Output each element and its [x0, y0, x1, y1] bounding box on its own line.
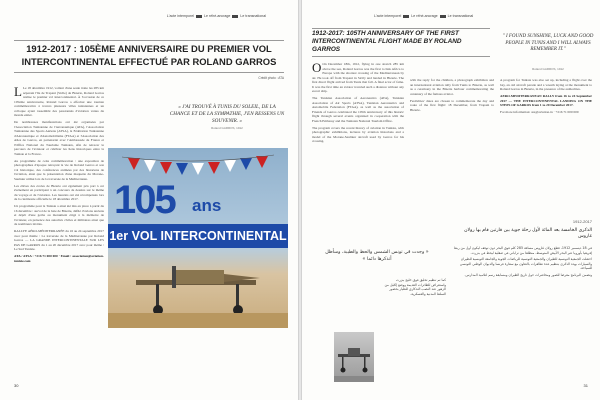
- runhead-item: Le transnational: [447, 14, 474, 18]
- paragraph: L Le 18 décembre 1912, voilant d'une seule traite les 285 km séparant l'île de Trapani (Sicile) de Bizerte, Roland Garros réalise le premier vol intercontinental. À l'occasion de ce 105ème anniversaire, Roland Garros a effectué une tournée commémorative à travers plusieurs villes tunisiennes et un colloque ayant rassemblé des passionnés d'aviation venus du monde entier.: [14, 86, 104, 117]
- arabic-title: الذكرى الخامسة بعد المائة لأول رحلة جوية بين قارتين قام بها رولان غاروس: [464, 228, 592, 239]
- arabic-pull-quote: « وجدت في تونس الشمس والحظ والطيبة، وسأظل أتذكرها دائما »: [325, 250, 429, 262]
- paragraph: Un programme pour la Tunisie a ainsi été mis en place à partir du 16 décembre : survol de la baie de Bizerte, défilé d'avions anciens et dépôt d'une gerbe au monument érigé à la mémoire de l'aviateur, en présence des autorités civiles et militaires ainsi que de nombreux invités.: [14, 204, 104, 226]
- paragraph: Festivities' dates are chosen to commemorate the day and route of the first flight: 18 December, from Trapani to Bizerte.: [410, 98, 494, 112]
- pull-quote: « J'AI TROUVÉ À TUNIS DU SOLEIL, DE LA CHANCE ET DE LA SYMPATHIE, J'EN RESSENS UN SOUVENIR. »: [169, 104, 285, 124]
- right-page: [302, 0, 600, 400]
- vintage-plane-photo: [334, 332, 374, 382]
- poster-unit: ans: [192, 196, 222, 215]
- anniversary-poster: [108, 148, 288, 328]
- paragraph: O On December 18th, 1912, flying in one stretch 285 km above the sea, Roland Garros was the first to link Africa to Europe with the shortest crossing of the Mediterranean by air. He took off from Trapani in Sicily and landed in Bizerte. The first direct flight arrived from Tunis that fall. A final actor of fame. It was the first time an aviator traveled such a distance without any escort ship.: [312, 62, 404, 93]
- page-number: 31: [583, 383, 588, 388]
- runhead-item: L'acte intemporel: [374, 14, 402, 18]
- paragraph: احتفلت الجمعية التونسية للطيران والجمعية التونسية للرياضات الجوية والجامعة التونسية للطيران والسيارات بهذه الذكرى بتنظيم عدة تظاهرات بالتعاون مع سفارة فرنسا والديوان الوطني التونسي للسياحة.: [459, 257, 592, 271]
- english-pull-quote: " I FOUND SUNSHINE, LUCK AND GOOD PEOPLE IN TUNIS AND I WILL ALWAYS REMEMBER IT.": [502, 34, 594, 53]
- running-header: [374, 14, 473, 18]
- paragraph: كما تم تنظيم تحليق فوق خليج بنزرت واستعراض للطائرات القديمة ووضع إكليل من الزهور عند النصب التذكاري للطيار بحضور السلط المدنية والعسكرية.: [384, 278, 446, 296]
- photo-credit: Crédit photo : ATA: [258, 76, 284, 80]
- runhead-item: Le transnational: [240, 14, 266, 18]
- left-page: [0, 0, 298, 400]
- title-bottom-rule: [14, 72, 284, 73]
- english-column-2: [410, 78, 494, 212]
- poster-band: [108, 224, 288, 248]
- running-header: [167, 14, 266, 18]
- paragraph: The program covers the recent history of aviation in Tunisia, with photographic exhibitions, lectures by aviation historians and a model of the Morane-Saulnier aircraft used by Garros for his crossing.: [312, 125, 404, 143]
- article-column: [14, 86, 104, 382]
- poster-number: 105: [114, 178, 175, 222]
- article-title: 1912-2017 : 105ÈME ANNIVERSAIRE DU PREMIER VOL INTERCONTINENTAL EFFECTUÉ PAR ROLAND GARROS: [21, 43, 277, 67]
- runhead-item: Le réhé-ancrage: [411, 14, 438, 18]
- title-top-rule: [14, 40, 284, 41]
- page-number: 30: [14, 383, 19, 388]
- paragraph: وتضمن البرنامج معرضا للصور ومحاضرات حول تاريخ الطيران ومسابقة رسم لتلاميذ المدارس.: [464, 272, 592, 277]
- arabic-section-year: 1912-2017: [572, 219, 592, 224]
- paragraph: A program for Tunisia was also set up, including a flight over the bay, an old aircraft parade and a wreath laying at the monument to Roland Garros in Bizerte, in the presence of the authorities.: [500, 78, 592, 91]
- english-pull-quote-attribution: Roland GARROS, 1912: [532, 67, 564, 71]
- english-column-3: [500, 78, 592, 212]
- title-top-rule: [312, 28, 490, 29]
- paragraph: AERO-MEDITERRANEAN RALLY from 16 to 24 September 2017 — THE INTERCONTINENTAL LANDING ON THE STEPS OF GARROS from 1 to 20 December 2017.: [500, 94, 592, 107]
- contact-line: ATA / ATSA : +216 71 000 000 · Email : association@aviation-tunisie.com: [14, 254, 104, 263]
- pull-quote-attribution: Roland GARROS, 1912: [211, 126, 243, 130]
- paragraph: For more information: ata@aviation.tn · +216 71 000 000: [500, 110, 579, 114]
- paragraph: The Tunisian Association of Aeronautics (ATA), Tunisian Association of Air Sports (ATSA), Tunisian Aeronautics and Automobile Federation (FTAA), as well as the association of Friends of Garros celebrated the 105th anniversary of this historic flight through several events organized in cooperation with the French Embassy and the Tunisian National Tourism Office.: [312, 96, 404, 123]
- paragraph: De nombreuses manifestations ont été organisées par l'Association Tunisienne de l'Aéronautique (ATA), l'Association Tunisienne des Sports Aériens (ATSA), la Fédération Tunisienne d'Aéronautique et d'Automobilisme (FTAA) et l'Association des Ailes de Garros, en partenariat avec l'Ambassade de France et l'Office National du Tourisme Tunisien, afin de retracer le parcours de l'aviateur et célébrer les liens historiques entre la Tunisie et la France.: [14, 120, 104, 156]
- paragraph: في 18 ديسمبر 1912، قطع رولان غاروس مسافة 285 كلم فوق البحر دون توقف ليكون أول من ربط إفريقيا بأوروبا عبر البحر الأبيض المتوسط، منطلقا من تراباني في صقلية ليحط في بنزرت.: [453, 246, 592, 255]
- paragraph: with the reply for the children, a photograph exhibition and an international aviation rally from Tunis to Bizerte, as well as a ceremony in the Bizerte harbour commemorating the centenary of the famous aviator.: [410, 78, 494, 96]
- title-bottom-rule: [312, 56, 490, 57]
- arabic-column-right: [452, 246, 592, 382]
- runhead-item: L'acte intemporel: [166, 14, 195, 18]
- paragraph: RALLYE AÉRO-MÉDITERRANÉE du 16 au 24 septembre 2017 avec pour thème : La traversée de la Méditerranée par Roland Garros — LA GRANDE INTERCONTINENTALE SUR LES PAS DE GARROS du 1 au 20 décembre 2017 avec pour thème : Le Sud Tunisie.: [14, 229, 104, 251]
- plane-photo-drawing: [334, 332, 374, 382]
- poster-band-text: 1er VOL INTERCONTINENTAL: [109, 229, 287, 243]
- english-column-1: [312, 62, 404, 212]
- runhead-item: Le réhé-ancrage: [204, 14, 231, 18]
- arabic-column-left: [382, 278, 446, 378]
- paragraph: Au programme de cette commémoration : une exposition de photographies d'époque retraçant la vie de Roland Garros et son vol historique, des conférences animées par des historiens de l'aviation, ainsi que la présentation d'une maquette du Morane-Saulnier utilisé lors de la traversée de la Méditerranée.: [14, 158, 104, 181]
- paragraph: Les élèves des écoles de Bizerte ont également pris part à cet événement en participant à un concours de dessins sur le thème du voyage et de l'aviation. Les lauréats ont été récompensés lors de la cérémonie officielle le 18 décembre 2017.: [14, 183, 104, 201]
- english-title: 1912-2017: 105TH ANNIVERSARY OF THE FIRST INTERCONTINENTAL FLIGHT MADE BY ROLAND GARROS: [312, 30, 462, 53]
